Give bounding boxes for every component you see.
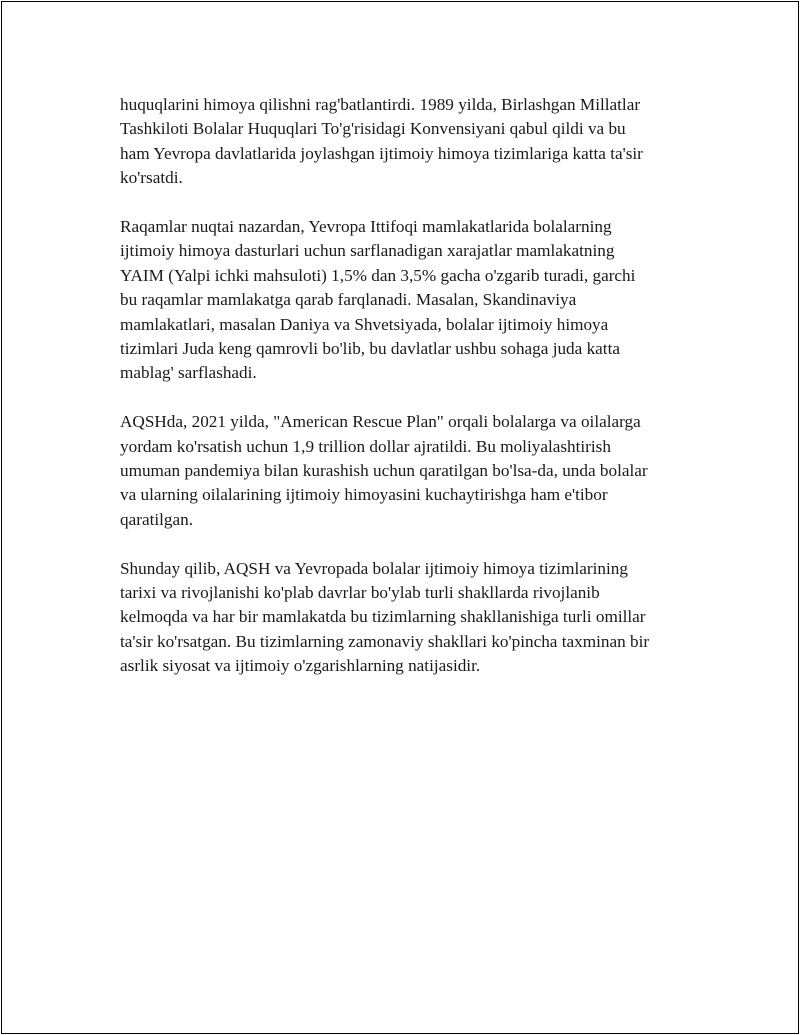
text-line: umuman pandemiya bilan kurashish uchun qaratilgan bo'lsa-da, unda bolalar (120, 461, 648, 481)
text-line: mablag' sarflashadi. (120, 363, 257, 383)
text-line: kelmoqda va har bir mamlakatda bu tizimlarning shakllanishiga turli omillar (120, 607, 646, 627)
text-line: ijtimoiy himoya dasturlari uchun sarflanadigan xarajatlar mamlakatning (120, 241, 615, 261)
text-line: Tashkiloti Bolalar Huquqlari To'g'risidagi Konvensiyani qabul qildi va bu (120, 119, 626, 139)
text-line: asrlik siyosat va ijtimoiy o'zgarishlarning natijasidir. (120, 656, 481, 676)
paragraph-3 (120, 410, 686, 532)
text-line: tizimlari Juda keng qamrovli bo'lib, bu davlatlar ushbu sohaga juda katta (120, 339, 620, 359)
text-line: yordam ko'rsatish uchun 1,9 trillion dollar ajratildi. Bu moliyalashtirish (120, 436, 611, 456)
document-page (1, 1, 799, 1034)
text-line: Raqamlar nuqtai nazardan, Yevropa Ittifoqi mamlakatlarida bolalarning (120, 217, 612, 237)
text-line: YAIM (Yalpi ichki mahsuloti) 1,5% dan 3,5% gacha o'zgarib turadi, garchi (120, 265, 636, 285)
text-line: qaratilgan. (120, 509, 194, 529)
text-line: mamlakatlari, masalan Daniya va Shvetsiyada, bolalar ijtimoiy himoya (120, 314, 609, 334)
text-line: huquqlarini himoya qilishni rag'batlantirdi. 1989 yilda, Birlashgan Millatlar (120, 95, 641, 114)
text-line: ko'rsatdi. (120, 168, 183, 188)
text-line: va ularning oilalarining ijtimoiy himoyasini kuchaytirishga ham e'tibor (120, 485, 608, 505)
text-line: ta'sir ko'rsatgan. Bu tizimlarning zamonaviy shakllari ko'pincha taxminan bir (120, 631, 650, 651)
document-body (120, 93, 686, 703)
text-line: ham Yevropa davlatlarida joylashgan ijtimoiy himoya tizimlariga katta ta'sir (120, 143, 643, 163)
text-line: tarixi va rivojlanishi ko'plab davrlar bo'ylab turli shakllarda rivojlanib (120, 583, 600, 603)
paragraph-4 (120, 557, 686, 679)
text-line: AQSHda, 2021 yilda, "American Rescue Plan" orqali bolalarga va oilalarga (120, 412, 641, 432)
paragraph-2 (120, 215, 686, 386)
text-line: bu raqamlar mamlakatga qarab farqlanadi. Masalan, Skandinaviya (120, 290, 577, 310)
paragraph-1 (120, 93, 686, 191)
text-line: Shunday qilib, AQSH va Yevropada bolalar ijtimoiy himoya tizimlarining (120, 558, 628, 578)
